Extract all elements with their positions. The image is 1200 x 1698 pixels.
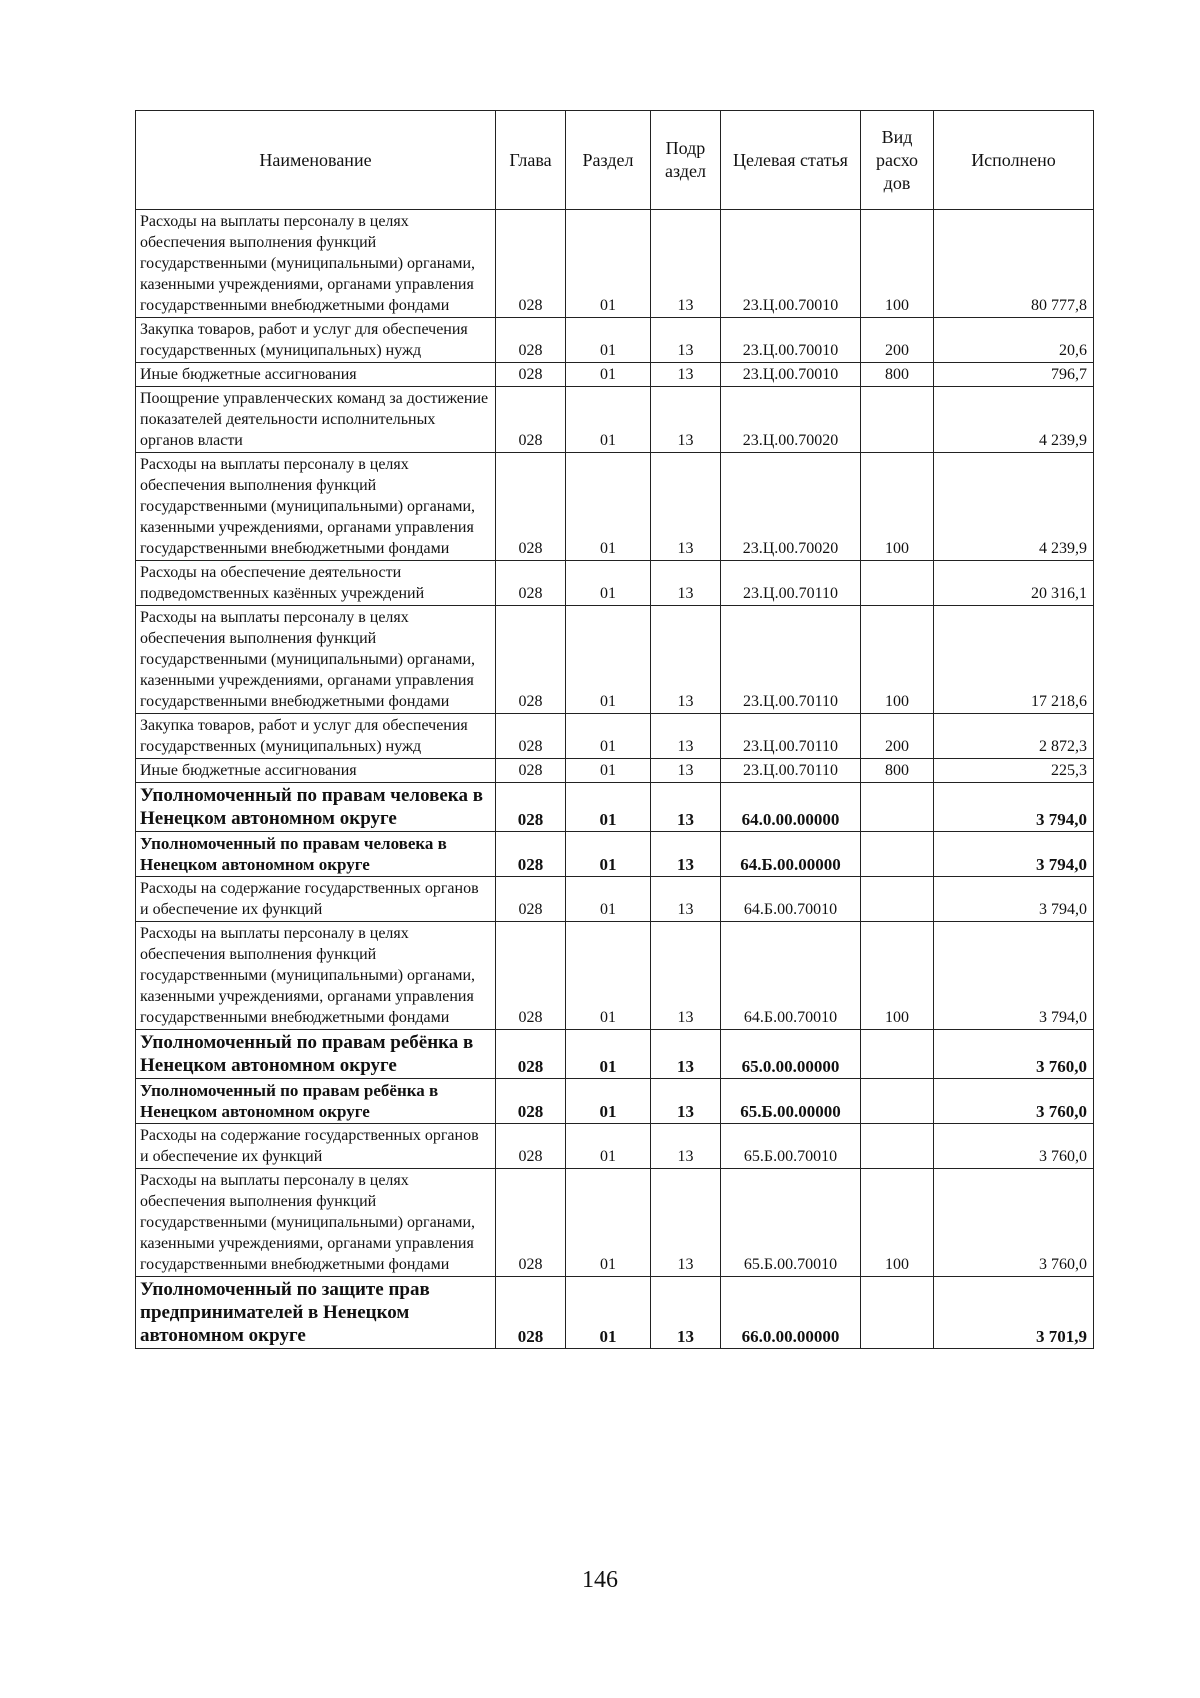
cell-podrazdel: 13 — [651, 1277, 721, 1349]
table-row — [136, 832, 1094, 877]
cell-tselevaya: 65.Б.00.00000 — [721, 1079, 861, 1124]
cell-podrazdel: 13 — [651, 922, 721, 1030]
cell-razdel: 01 — [566, 561, 651, 606]
cell-name: Закупка товаров, работ и услуг для обеспечения государственных (муниципальных) нужд — [136, 714, 496, 759]
header-podrazdel: Подр аздел — [651, 111, 721, 210]
cell-ispolneno: 3 794,0 — [934, 783, 1094, 832]
cell-tselevaya: 23.Ц.00.70010 — [721, 210, 861, 318]
cell-tselevaya: 23.Ц.00.70110 — [721, 606, 861, 714]
cell-vid: 100 — [861, 453, 934, 561]
cell-glava: 028 — [496, 606, 566, 714]
cell-glava: 028 — [496, 363, 566, 387]
cell-podrazdel: 13 — [651, 877, 721, 922]
cell-vid — [861, 387, 934, 453]
table-row — [136, 210, 1094, 318]
cell-tselevaya: 23.Ц.00.70010 — [721, 318, 861, 363]
cell-podrazdel: 13 — [651, 1079, 721, 1124]
cell-name: Уполномоченный по правам ребёнка в Ненецком автономном округе — [136, 1030, 496, 1079]
table-row — [136, 1030, 1094, 1079]
cell-tselevaya: 23.Ц.00.70010 — [721, 363, 861, 387]
cell-vid — [861, 1079, 934, 1124]
cell-name: Уполномоченный по правам человека в Ненецком автономном округе — [136, 832, 496, 877]
cell-razdel: 01 — [566, 363, 651, 387]
cell-tselevaya: 64.Б.00.70010 — [721, 922, 861, 1030]
cell-tselevaya: 64.0.00.00000 — [721, 783, 861, 832]
cell-razdel: 01 — [566, 877, 651, 922]
budget-table — [135, 110, 1094, 1349]
cell-vid — [861, 877, 934, 922]
cell-tselevaya: 23.Ц.00.70020 — [721, 387, 861, 453]
cell-vid — [861, 1277, 934, 1349]
cell-razdel: 01 — [566, 832, 651, 877]
table-row — [136, 318, 1094, 363]
cell-name: Закупка товаров, работ и услуг для обеспечения государственных (муниципальных) нужд — [136, 318, 496, 363]
cell-name: Расходы на выплаты персоналу в целях обеспечения выполнения функций государственными (муниципальными) органами, казенными учреждениями, органами управления государственными внебюджетными фондами — [136, 453, 496, 561]
cell-glava: 028 — [496, 922, 566, 1030]
cell-vid — [861, 561, 934, 606]
cell-podrazdel: 13 — [651, 714, 721, 759]
cell-ispolneno: 225,3 — [934, 759, 1094, 783]
cell-razdel: 01 — [566, 318, 651, 363]
cell-razdel: 01 — [566, 714, 651, 759]
cell-glava: 028 — [496, 1079, 566, 1124]
cell-podrazdel: 13 — [651, 453, 721, 561]
cell-glava: 028 — [496, 387, 566, 453]
cell-podrazdel: 13 — [651, 1030, 721, 1079]
cell-tselevaya: 65.0.00.00000 — [721, 1030, 861, 1079]
table-row — [136, 1079, 1094, 1124]
cell-ispolneno: 17 218,6 — [934, 606, 1094, 714]
table-row — [136, 877, 1094, 922]
cell-glava: 028 — [496, 1169, 566, 1277]
cell-ispolneno: 3 760,0 — [934, 1079, 1094, 1124]
header-razdel: Раздел — [566, 111, 651, 210]
cell-tselevaya: 23.Ц.00.70020 — [721, 453, 861, 561]
cell-razdel: 01 — [566, 783, 651, 832]
cell-tselevaya: 23.Ц.00.70110 — [721, 561, 861, 606]
cell-ispolneno: 4 239,9 — [934, 387, 1094, 453]
cell-name: Уполномоченный по правам ребёнка в Ненецком автономном округе — [136, 1079, 496, 1124]
cell-vid: 100 — [861, 606, 934, 714]
cell-tselevaya: 64.Б.00.00000 — [721, 832, 861, 877]
cell-razdel: 01 — [566, 1079, 651, 1124]
cell-razdel: 01 — [566, 453, 651, 561]
cell-vid — [861, 1030, 934, 1079]
cell-ispolneno: 3 760,0 — [934, 1124, 1094, 1169]
cell-vid — [861, 783, 934, 832]
cell-name: Расходы на содержание государственных органов и обеспечение их функций — [136, 877, 496, 922]
table-row — [136, 363, 1094, 387]
cell-glava: 028 — [496, 561, 566, 606]
table-row — [136, 1169, 1094, 1277]
cell-name: Уполномоченный по защите прав предпринимателей в Ненецком автономном округе — [136, 1277, 496, 1349]
table-row — [136, 714, 1094, 759]
cell-vid: 100 — [861, 922, 934, 1030]
cell-podrazdel: 13 — [651, 210, 721, 318]
cell-name: Иные бюджетные ассигнования — [136, 759, 496, 783]
cell-razdel: 01 — [566, 1030, 651, 1079]
table-row — [136, 453, 1094, 561]
cell-glava: 028 — [496, 877, 566, 922]
cell-ispolneno: 4 239,9 — [934, 453, 1094, 561]
cell-tselevaya: 65.Б.00.70010 — [721, 1169, 861, 1277]
cell-razdel: 01 — [566, 210, 651, 318]
cell-ispolneno: 3 760,0 — [934, 1030, 1094, 1079]
cell-glava: 028 — [496, 1030, 566, 1079]
cell-ispolneno: 20,6 — [934, 318, 1094, 363]
cell-vid — [861, 1124, 934, 1169]
cell-name: Поощрение управленческих команд за достижение показателей деятельности исполнительных органов власти — [136, 387, 496, 453]
cell-name: Расходы на выплаты персоналу в целях обеспечения выполнения функций государственными (муниципальными) органами, казенными учреждениями, органами управления государственными внебюджетными фондами — [136, 922, 496, 1030]
header-vid: Вид расхо дов — [861, 111, 934, 210]
cell-ispolneno: 3 760,0 — [934, 1169, 1094, 1277]
cell-glava: 028 — [496, 759, 566, 783]
cell-podrazdel: 13 — [651, 561, 721, 606]
cell-razdel: 01 — [566, 1169, 651, 1277]
cell-glava: 028 — [496, 453, 566, 561]
cell-name: Расходы на содержание государственных органов и обеспечение их функций — [136, 1124, 496, 1169]
cell-vid: 100 — [861, 1169, 934, 1277]
table-row — [136, 606, 1094, 714]
table-row — [136, 1124, 1094, 1169]
cell-podrazdel: 13 — [651, 387, 721, 453]
cell-name: Расходы на выплаты персоналу в целях обеспечения выполнения функций государственными (муниципальными) органами, казенными учреждениями, органами управления государственными внебюджетными фондами — [136, 210, 496, 318]
cell-vid: 800 — [861, 759, 934, 783]
cell-vid: 200 — [861, 714, 934, 759]
cell-razdel: 01 — [566, 922, 651, 1030]
cell-glava: 028 — [496, 318, 566, 363]
cell-tselevaya: 65.Б.00.70010 — [721, 1124, 861, 1169]
cell-name: Уполномоченный по правам человека в Ненецком автономном округе — [136, 783, 496, 832]
cell-podrazdel: 13 — [651, 606, 721, 714]
table-row — [136, 783, 1094, 832]
header-tselevaya: Целевая статья — [721, 111, 861, 210]
cell-podrazdel: 13 — [651, 318, 721, 363]
table-row — [136, 387, 1094, 453]
cell-glava: 028 — [496, 210, 566, 318]
cell-glava: 028 — [496, 1277, 566, 1349]
header-name: Наименование — [136, 111, 496, 210]
cell-ispolneno: 3 701,9 — [934, 1277, 1094, 1349]
cell-tselevaya: 66.0.00.00000 — [721, 1277, 861, 1349]
cell-podrazdel: 13 — [651, 759, 721, 783]
header-glava: Глава — [496, 111, 566, 210]
cell-tselevaya: 64.Б.00.70010 — [721, 877, 861, 922]
header-row — [136, 111, 1094, 210]
cell-name: Расходы на обеспечение деятельности подведомственных казённых учреждений — [136, 561, 496, 606]
cell-vid: 800 — [861, 363, 934, 387]
cell-vid — [861, 832, 934, 877]
cell-glava: 028 — [496, 1124, 566, 1169]
cell-podrazdel: 13 — [651, 1169, 721, 1277]
cell-vid: 100 — [861, 210, 934, 318]
cell-podrazdel: 13 — [651, 832, 721, 877]
cell-ispolneno: 3 794,0 — [934, 877, 1094, 922]
cell-ispolneno: 2 872,3 — [934, 714, 1094, 759]
cell-razdel: 01 — [566, 759, 651, 783]
cell-glava: 028 — [496, 714, 566, 759]
cell-name: Расходы на выплаты персоналу в целях обеспечения выполнения функций государственными (муниципальными) органами, казенными учреждениями, органами управления государственными внебюджетными фондами — [136, 1169, 496, 1277]
cell-tselevaya: 23.Ц.00.70110 — [721, 714, 861, 759]
cell-podrazdel: 13 — [651, 1124, 721, 1169]
cell-razdel: 01 — [566, 606, 651, 714]
cell-vid: 200 — [861, 318, 934, 363]
cell-glava: 028 — [496, 783, 566, 832]
cell-ispolneno: 20 316,1 — [934, 561, 1094, 606]
table-row — [136, 759, 1094, 783]
cell-ispolneno: 796,7 — [934, 363, 1094, 387]
cell-glava: 028 — [496, 832, 566, 877]
header-ispolneno: Исполнено — [934, 111, 1094, 210]
cell-name: Расходы на выплаты персоналу в целях обеспечения выполнения функций государственными (муниципальными) органами, казенными учреждениями, органами управления государственными внебюджетными фондами — [136, 606, 496, 714]
cell-razdel: 01 — [566, 1124, 651, 1169]
cell-tselevaya: 23.Ц.00.70110 — [721, 759, 861, 783]
cell-name: Иные бюджетные ассигнования — [136, 363, 496, 387]
cell-ispolneno: 80 777,8 — [934, 210, 1094, 318]
cell-razdel: 01 — [566, 387, 651, 453]
cell-podrazdel: 13 — [651, 363, 721, 387]
table-row — [136, 561, 1094, 606]
cell-ispolneno: 3 794,0 — [934, 832, 1094, 877]
table-row — [136, 1277, 1094, 1349]
cell-razdel: 01 — [566, 1277, 651, 1349]
cell-podrazdel: 13 — [651, 783, 721, 832]
page-number: 146 — [582, 1567, 618, 1593]
cell-ispolneno: 3 794,0 — [934, 922, 1094, 1030]
table-row — [136, 922, 1094, 1030]
